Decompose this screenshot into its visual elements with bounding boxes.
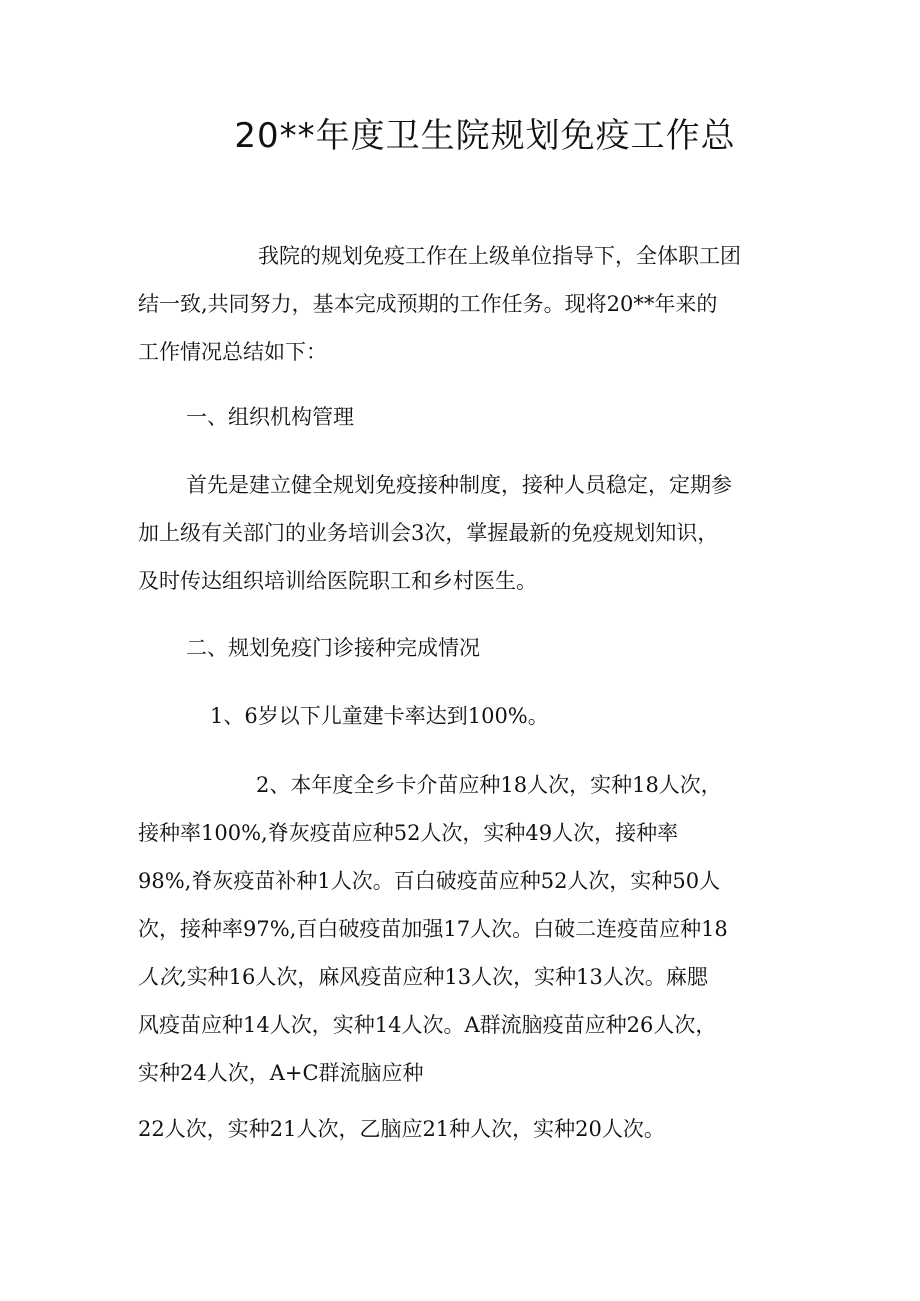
section1-heading: 一、组织机构管理 — [186, 405, 354, 429]
item2-line-7: 实种24人次，A+C群流脑应种 — [138, 1061, 424, 1085]
section1-line-2: 加上级有关部门的业务培训会3次，掌握最新的免疫规划知识， — [138, 521, 719, 545]
section1-line-1: 首先是建立健全规划免疫接种制度，接种人员稳定，定期参 — [186, 473, 732, 497]
section2-heading: 二、规划免疫门诊接种完成情况 — [186, 636, 480, 660]
item2-line-1: 2、本年度全乡卡介苗应种18人次，实种18人次， — [256, 773, 722, 797]
intro-paragraph — [138, 232, 798, 376]
intro-line-1: 我院的规划免疫工作在上级单位指导下，全体职工团 — [258, 244, 741, 268]
item1: 1、6岁以下儿童建卡率达到100%。 — [210, 704, 549, 728]
document-title: 20**年度卫生院规划免疫工作总 — [234, 116, 736, 156]
intro-line-2: 结一致,共同努力，基本完成预期的工作任务。现将20**年来的 — [138, 292, 718, 316]
item2-line-5-rest: 实种16人次，麻风疫苗应种13人次，实种13人次。麻腮 — [186, 965, 708, 989]
item2-line-4: 次，接种率97%,百白破疫苗加强17人次。白破二连疫苗应种18 — [138, 917, 728, 941]
item2-line-6: 风疫苗应种14人次，实种14人次。A群流脑疫苗应种26人次， — [138, 1013, 717, 1037]
item2-line-3: 98%,脊灰疫苗补种1人次。百白破疫苗应种52人次，实种50人 — [138, 869, 721, 893]
item2-paragraph — [138, 761, 798, 1097]
item2-line-5-italic: 人次, — [138, 965, 187, 989]
item2-line-2: 接种率100%,脊灰疫苗应种52人次，实种49人次，接种率 — [138, 821, 679, 845]
section1-line-3: 及时传达组织培训给医院职工和乡村医生。 — [138, 569, 537, 593]
section1-paragraph — [138, 461, 798, 605]
intro-line-3: 工作情况总结如下： — [138, 340, 327, 364]
item2-final-line: 22人次，实种21人次，乙脑应21种人次，实种20人次。 — [138, 1117, 665, 1141]
item2-line-5 — [138, 953, 798, 1001]
